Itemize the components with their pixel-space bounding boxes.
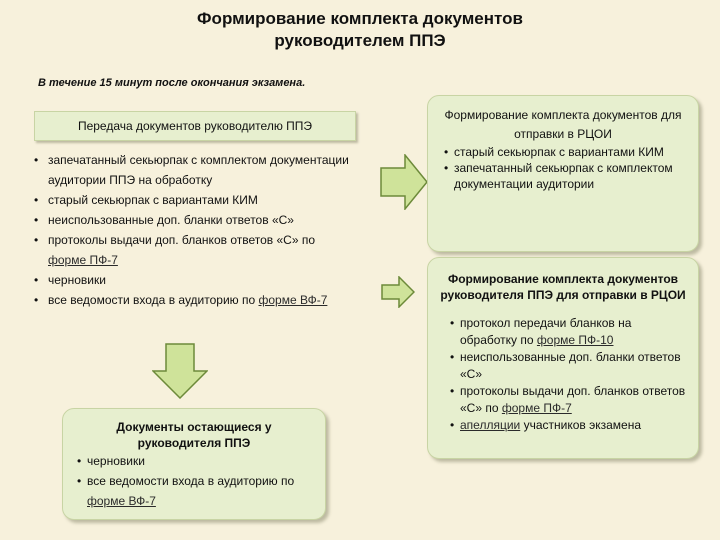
transfer-header-text: Передача документов руководителю ППЭ — [77, 119, 313, 133]
appeals-link[interactable]: апелляции — [460, 418, 521, 432]
bullet-icon: • — [450, 350, 455, 364]
transfer-item — [34, 290, 354, 310]
bullet-icon: • — [77, 454, 82, 468]
remain-item-text: черновики — [87, 454, 145, 468]
ppe-box-title: Формирование комплекта документов руководителя ППЭ для отправки в РЦОИ — [440, 272, 686, 302]
ppe-item-text: участников экзамена — [520, 418, 641, 432]
transfer-item — [34, 230, 354, 270]
ppe-list — [428, 307, 698, 434]
bullet-icon: • — [34, 193, 39, 207]
remain-item-text: все ведомости входа в аудиторию по — [87, 474, 295, 488]
transfer-item-text: старый секьюрпак с вариантами КИМ — [48, 193, 258, 207]
bullet-icon: • — [77, 474, 82, 488]
transfer-list — [34, 150, 354, 310]
rcoi-item — [444, 144, 688, 160]
title-line-2: руководителем ППЭ — [274, 31, 446, 50]
ppe-item — [450, 315, 690, 349]
transfer-header-box — [34, 111, 356, 141]
transfer-item-text: черновики — [48, 273, 106, 287]
transfer-item — [34, 270, 354, 290]
form-vf7-link[interactable]: форме ВФ-7 — [258, 293, 328, 307]
transfer-item — [34, 190, 354, 210]
page-title — [0, 8, 720, 52]
transfer-item-text: неиспользованные доп. бланки ответов «С» — [48, 213, 294, 227]
ppe-item — [450, 417, 690, 434]
bullet-icon: • — [450, 384, 455, 398]
rcoi-item — [444, 160, 688, 192]
ppe-item-text: протоколы выдачи доп. бланков ответов «С» по — [460, 384, 686, 415]
rcoi-box-title: Формирование комплекта документов для отправки в РЦОИ — [444, 108, 682, 141]
bullet-icon: • — [444, 161, 449, 175]
remain-item — [77, 451, 317, 471]
remaining-docs-box — [62, 408, 326, 520]
form-pf10-link[interactable]: форме ПФ-10 — [536, 333, 614, 347]
rcoi-package-box — [427, 95, 699, 252]
bullet-icon: • — [450, 418, 455, 432]
ppe-item-text: протокол передачи бланков на обработку по — [460, 316, 632, 347]
transfer-item — [34, 150, 354, 190]
remain-list — [63, 451, 325, 511]
remain-box-title: Документы остающиеся у руководителя ППЭ — [116, 420, 272, 450]
bullet-icon: • — [34, 233, 39, 247]
title-line-1: Формирование комплекта документов — [197, 9, 523, 28]
form-pf7-link[interactable]: форме ПФ-7 — [501, 401, 572, 415]
transfer-item-text: все ведомости входа в аудиторию по — [48, 293, 259, 307]
rcoi-list — [428, 144, 698, 192]
arrow-right-icon-large — [380, 154, 428, 210]
bullet-icon: • — [450, 316, 455, 330]
arrow-right-icon-small — [381, 276, 415, 308]
form-pf7-link[interactable]: форме ПФ-7 — [48, 253, 118, 267]
bullet-icon: • — [34, 153, 39, 167]
arrow-down-icon — [152, 343, 208, 399]
bullet-icon: • — [34, 273, 39, 287]
bullet-icon: • — [34, 213, 39, 227]
form-vf7-link[interactable]: форме ВФ-7 — [87, 494, 156, 508]
transfer-item-text: протоколы выдачи доп. бланков ответов «С» по — [48, 233, 316, 247]
ppe-item — [450, 349, 690, 383]
transfer-item-text: запечатанный секьюрпак с комплектом документации аудитории ППЭ на обработку — [48, 153, 349, 187]
subtitle: В течение 15 минут после окончания экзамена. — [38, 77, 306, 89]
bullet-icon: • — [444, 145, 449, 159]
remain-item — [77, 471, 317, 511]
rcoi-item-text: запечатанный секьюрпак с комплектом документации аудитории — [454, 161, 673, 191]
ppe-item — [450, 383, 690, 417]
transfer-item — [34, 210, 354, 230]
ppe-item-text: неиспользованные доп. бланки ответов «С» — [460, 350, 681, 381]
rcoi-item-text: старый секьюрпак с вариантами КИМ — [454, 145, 664, 159]
ppe-package-box — [427, 257, 699, 459]
bullet-icon: • — [34, 293, 39, 307]
